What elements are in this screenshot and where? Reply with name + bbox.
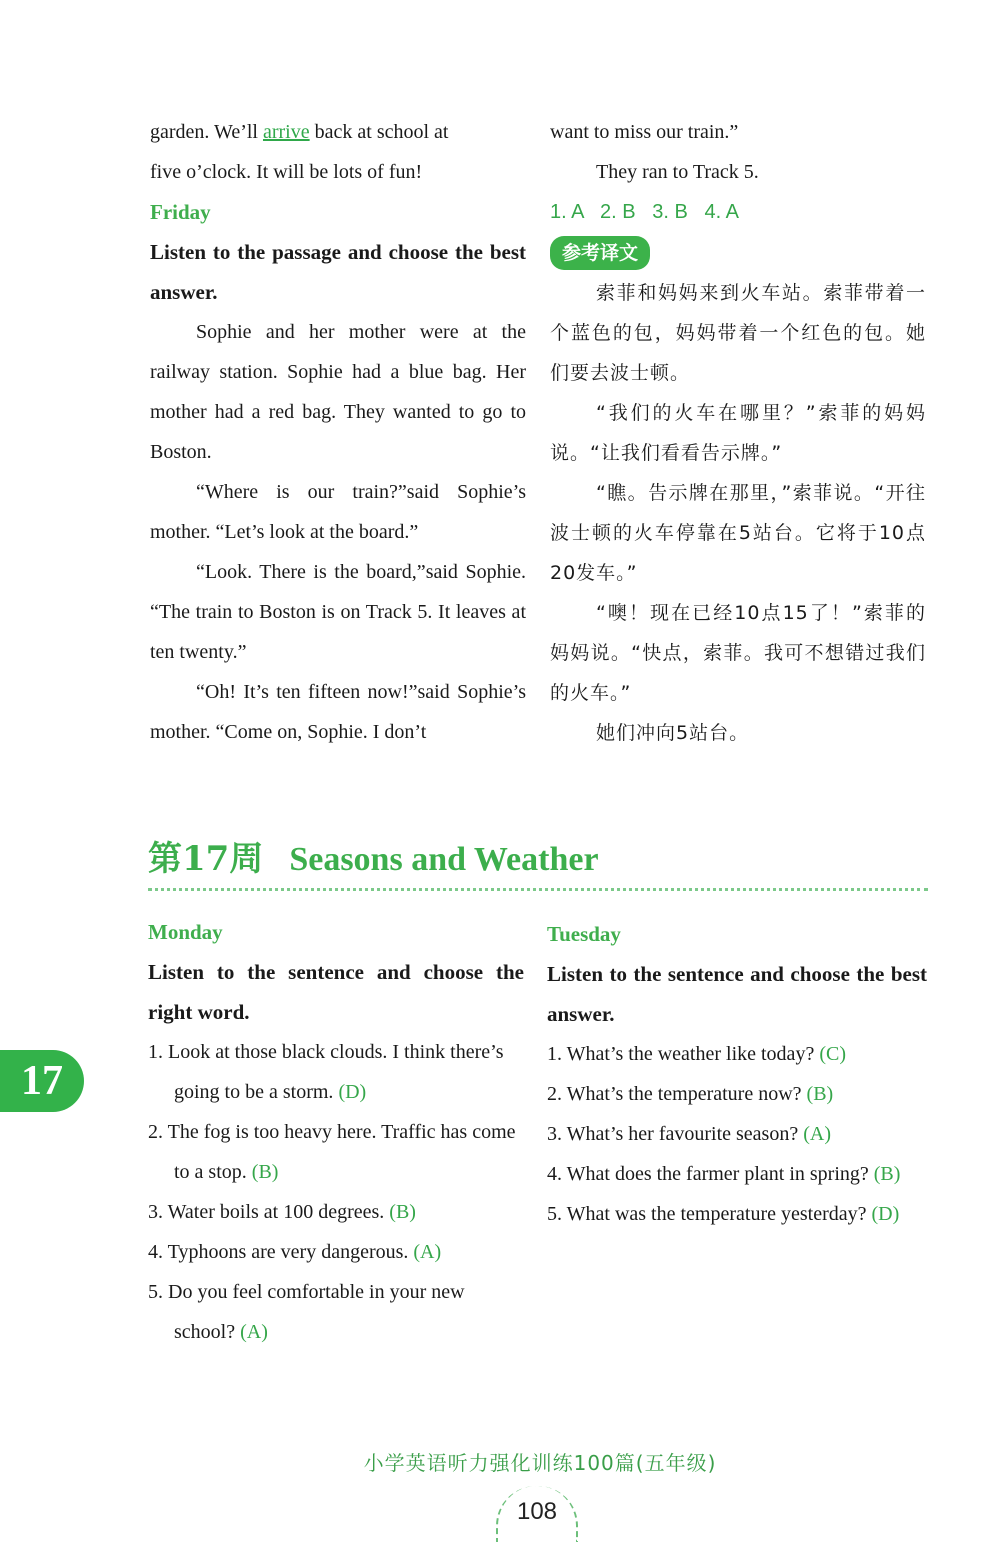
page-number: 108 <box>496 1486 578 1542</box>
arrive-word: arrive <box>262 121 310 143</box>
translation-paragraph: “我们的火车在哪里？”索菲的妈妈说。“让我们看看告示牌。” <box>550 402 926 464</box>
list-item: 4. Typhoons are very dangerous. (A) <box>148 1241 442 1263</box>
passage-paragraph: “Oh! It’s ten fifteen now!”said Sophie’s mother. “Come on, Sophie. I don’t <box>150 681 526 743</box>
list-item: 3. Water boils at 100 degrees. (B) <box>148 1201 416 1223</box>
continuation-line-1: want to miss our train.” <box>550 121 739 143</box>
week-title: Seasons and Weather <box>289 841 599 878</box>
tuesday-column <box>547 908 927 1234</box>
list-item: 1. Look at those black clouds. I think there’s going to be a storm. (D) <box>148 1041 504 1103</box>
list-item: 5. What was the temperature yesterday? (D) <box>547 1203 900 1225</box>
intro-line-1: garden. We’ll arrive back at school at <box>150 121 449 143</box>
list-item: 5. Do you feel comfortable in your new school? (A) <box>148 1281 465 1343</box>
monday-instruction: Listen to the sentence and choose the right word. <box>148 960 524 1024</box>
chapter-tab: 17 <box>0 1050 84 1112</box>
intro-line-2: five o’clock. It will be lots of fun! <box>150 161 423 183</box>
friday-answers: 1. A 2. B 3. B 4. A <box>550 201 740 223</box>
translation-paragraph: “瞧。告示牌在那里，”索菲说。“开往波士顿的火车停靠在5站台。它将于10点20发车。” <box>550 482 926 584</box>
list-item: 1. What’s the weather like today? (C) <box>547 1043 846 1065</box>
top-left-column <box>150 112 526 752</box>
translation-paragraph: 她们冲向5站台。 <box>596 722 750 744</box>
list-item: 2. What’s the temperature now? (B) <box>547 1083 834 1105</box>
list-item: 4. What does the farmer plant in spring? (B) <box>547 1163 901 1185</box>
monday-column <box>148 906 524 1352</box>
passage-paragraph: “Look. There is the board,”said Sophie. “The train to Boston is on Track 5. It leaves at ten twenty.” <box>150 561 526 663</box>
list-item: 2. The fog is too heavy here. Traffic has come to a stop. (B) <box>148 1121 516 1183</box>
friday-heading: Friday <box>150 200 211 224</box>
translation-text <box>550 273 926 753</box>
book-title: 小学英语听力强化训练100篇(五年级) <box>363 1451 717 1475</box>
continuation-line-2: They ran to Track 5. <box>596 161 759 183</box>
week-number: 第17周 <box>148 839 264 879</box>
monday-heading: Monday <box>148 920 223 944</box>
passage-paragraph: Sophie and her mother were at the railway station. Sophie had a blue bag. Her mother had a red bag. They wanted to go to Boston. <box>150 321 526 463</box>
tuesday-instruction: Listen to the sentence and choose the best answer. <box>547 962 927 1026</box>
week-heading <box>148 835 928 891</box>
list-item: 3. What’s her favourite season? (A) <box>547 1123 831 1145</box>
translation-paragraph: “噢！现在已经10点15了！”索菲的妈妈说。“快点，索菲。我可不想错过我们的火车。” <box>550 602 926 704</box>
tuesday-heading: Tuesday <box>547 922 621 946</box>
friday-instruction: Listen to the passage and choose the best answer. <box>150 240 526 304</box>
passage-paragraph: “Where is our train?”said Sophie’s mother. “Let’s look at the board.” <box>150 481 526 543</box>
top-right-column <box>550 112 926 753</box>
translation-badge: 参考译文 <box>550 236 650 270</box>
translation-paragraph: 索菲和妈妈来到火车站。索菲带着一个蓝色的包，妈妈带着一个红色的包。她们要去波士顿。 <box>550 282 926 384</box>
